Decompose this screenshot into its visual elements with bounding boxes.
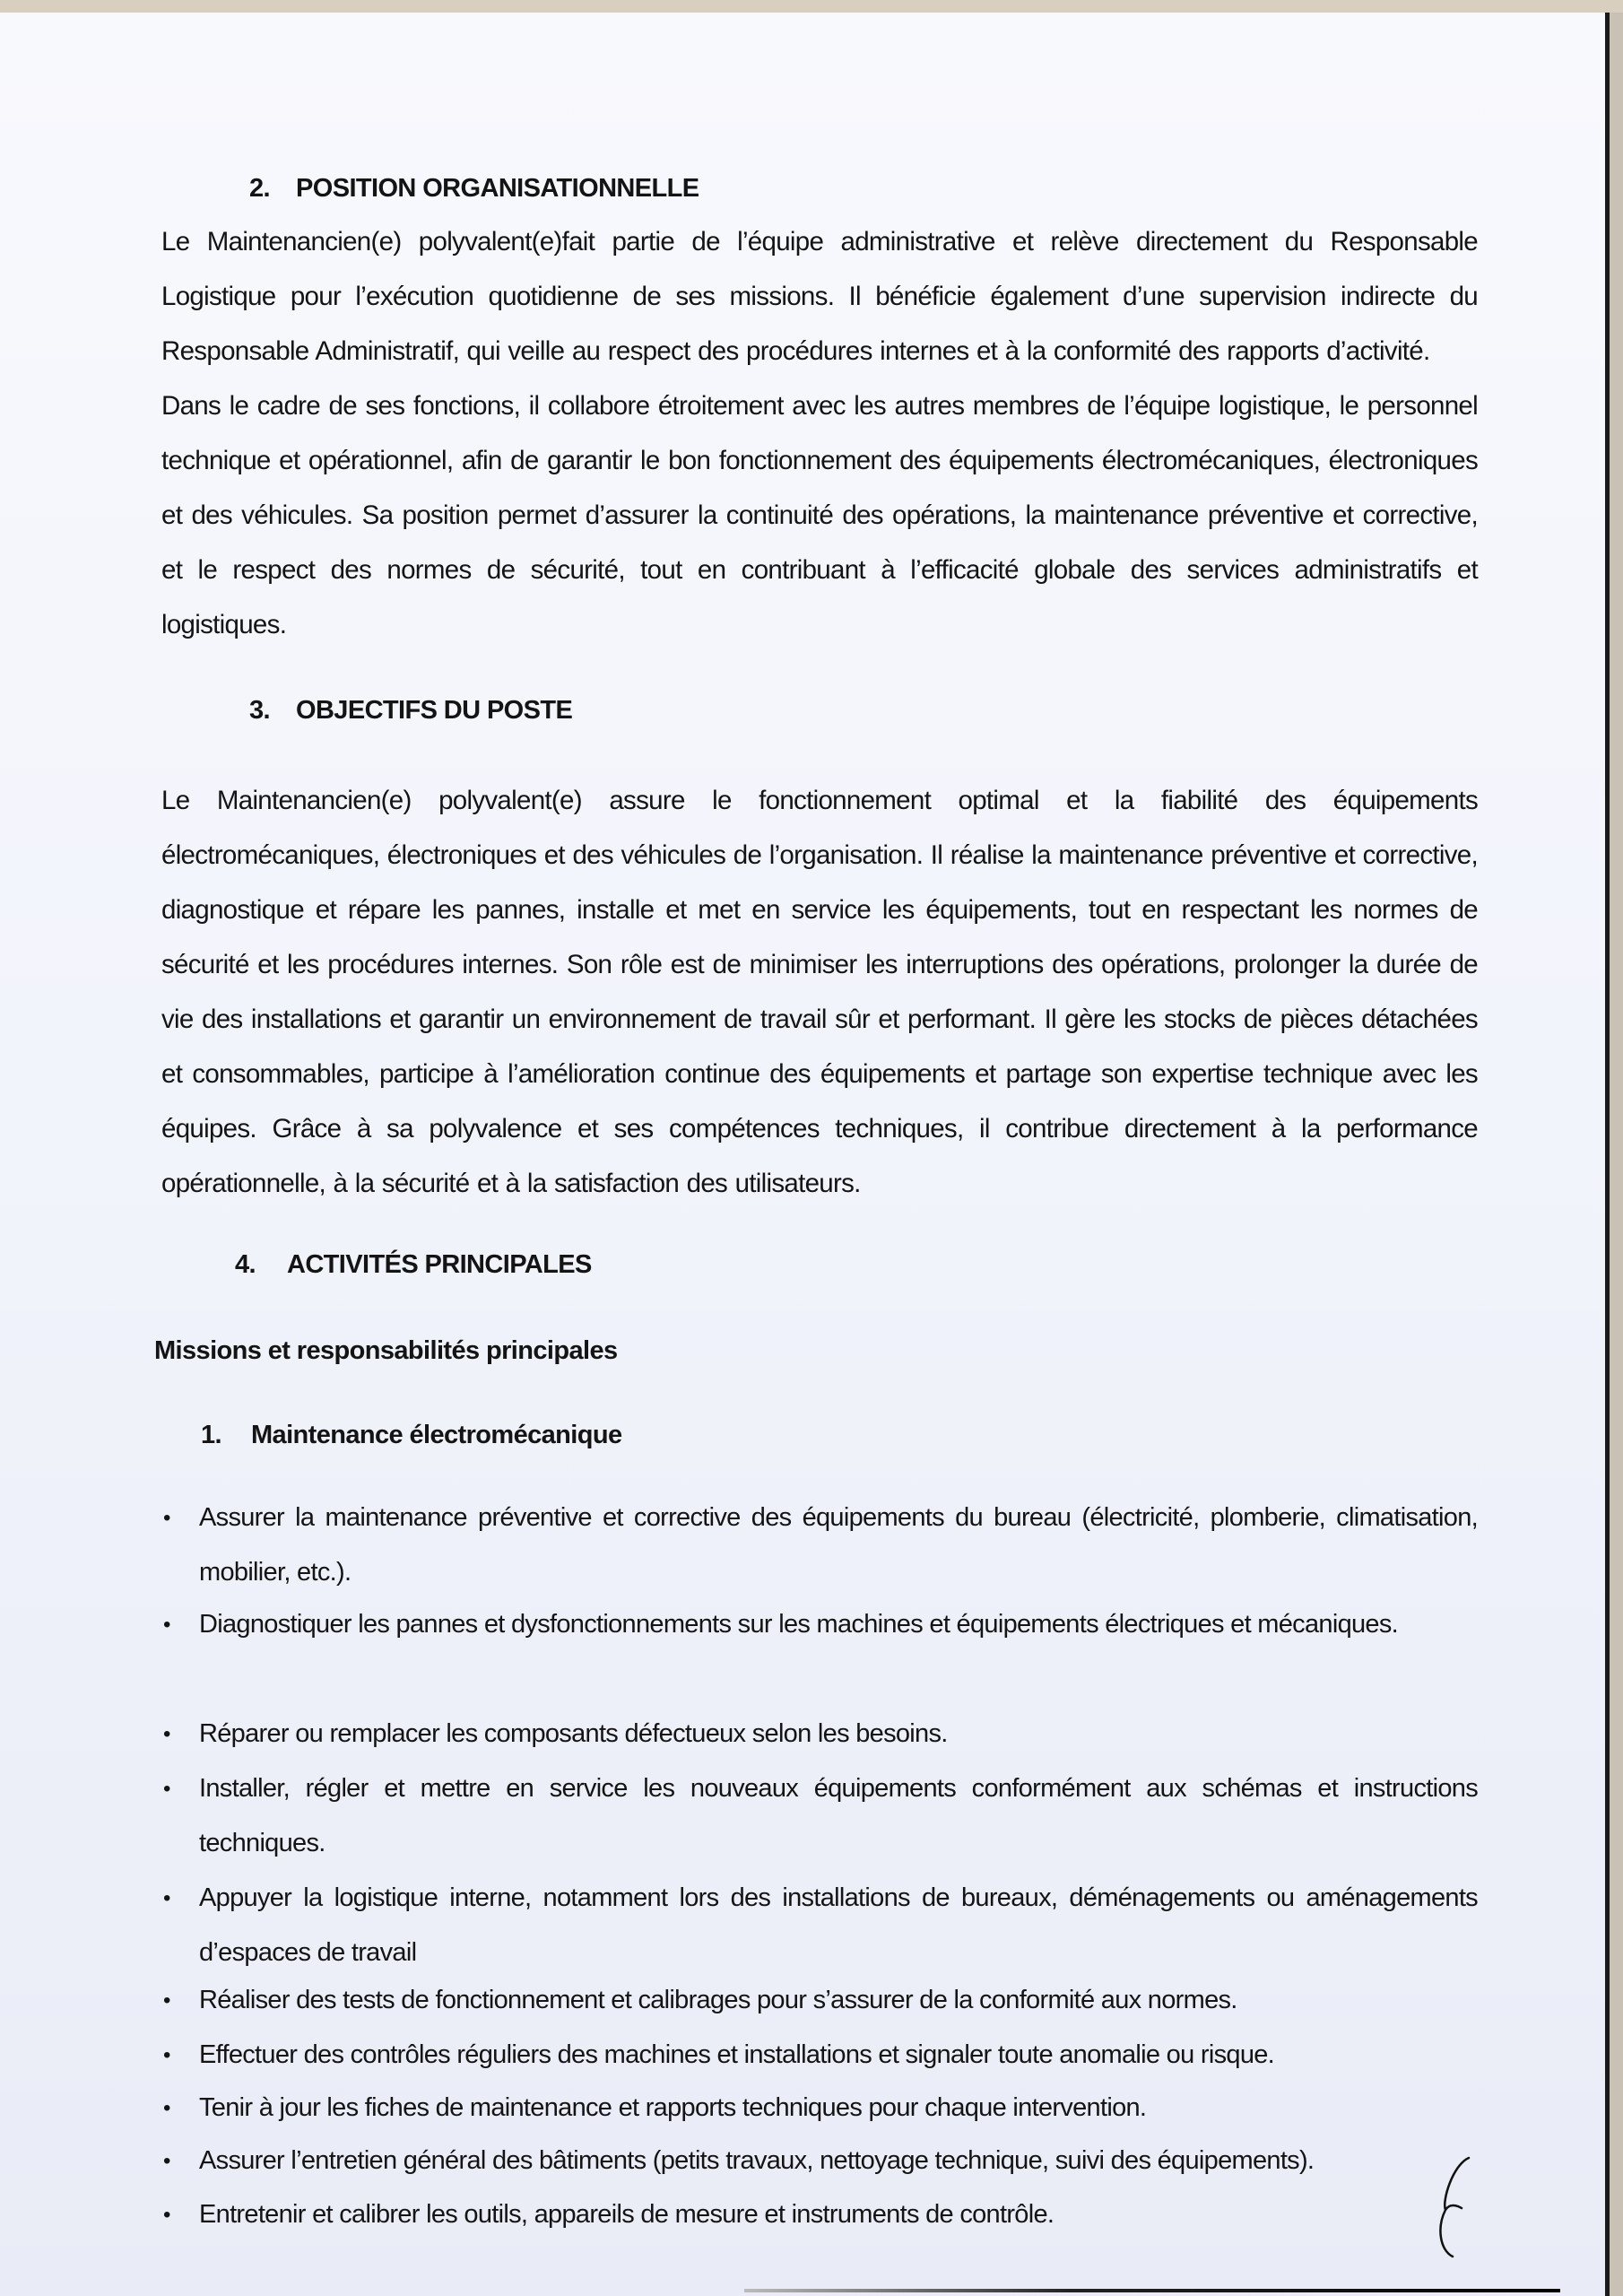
paragraph-objectifs: Le Maintenancien(e) polyvalent(e) assure le fonctionnement optimal et la fiabilité des équipements électromécaniques, électroniques et des véhicules de l’organisation. Il réalise la maintenance préventive et corrective, diagnostique et répare les pannes, installe et met en service les équipements, tout en respectant les normes de sécurité et les procédures internes. Son rôle est de minimiser les interruptions des opérations, prolonger la durée de vie des installations et garantir un environnement de travail sûr et performant. Il gère les stocks de pièces détachées et consommables, participe à l’amélioration continue des équipements et partage son expertise technique avec les équipes. Grâce à sa polyvalence et ses compétences techniques, il contribue directement à la performance opérationnelle, à la sécurité et à la satisfaction des utilisateurs. [161,786,1478,1198]
section-title: POSITION ORGANISATIONNELLE [296,174,699,203]
bullet-text: Appuyer la logistique interne, notamment lors des installations de bureaux, déménagements ou aménagements d’espaces de travail [199,1883,1478,1967]
bullet-text: Effectuer des contrôles réguliers des machines et installations et signaler toute anomalie ou risque. [199,2040,1275,2069]
subsection-heading-maintenance [201,1408,622,1463]
section-number: 3. [249,696,270,725]
subsection-title: Maintenance électromécanique [251,1421,622,1449]
section-heading-activites [235,1238,592,1292]
section-heading-position [249,161,699,216]
bullet-text: Entretenir et calibrer les outils, appareils de mesure et instruments de contrôle. [199,2200,1055,2229]
bullet-icon: • [163,2043,170,2067]
bullet-text: Diagnostiquer les pannes et dysfonctionnements sur les machines et équipements électriques et mécaniques. [199,1610,1399,1639]
scan-top-edge [0,0,1623,13]
bullet-icon: • [163,1722,170,1746]
bullet-icon: • [163,1506,170,1530]
bullet-item [163,1707,1478,1761]
bullet-icon: • [163,2096,170,2120]
missions-subtitle: Missions et responsabilités principales [154,1336,618,1365]
bullet-text: Assurer l’entretien général des bâtiments (petits travaux, nettoyage technique, suivi des équipements). [199,2146,1315,2175]
bullet-icon: • [163,1777,170,1801]
bullet-icon: • [163,2203,170,2227]
bullet-item [163,2134,1478,2188]
section-title: OBJECTIFS DU POSTE [296,696,573,725]
subsection-number: 1. [201,1421,221,1449]
bullet-item [163,1597,1478,1652]
footer-rule [744,2289,1560,2292]
section-number: 4. [235,1250,256,1279]
bullet-text: Réparer ou remplacer les composants défectueux selon les besoins. [199,1719,948,1748]
document-page [0,13,1610,2296]
bullet-icon: • [163,1613,170,1637]
paragraph-position-1: Le Maintenancien(e) polyvalent(e)fait partie de l’équipe administrative et relève directement du Responsable Logistique pour l’exécution quotidienne de ses missions. Il bénéficie également d’une supervision indirecte du Responsable Administratif, qui veille au respect des procédures internes et à la conformité des rapports d’activité. [161,227,1478,366]
bullet-item [163,2187,1478,2242]
bullet-text: Réaliser des tests de fonctionnement et calibrages pour s’assurer de la conformité aux normes. [199,1986,1237,2014]
bullet-item [163,1973,1478,2028]
section-title: ACTIVITÉS PRINCIPALES [287,1250,592,1279]
bullet-text: Tenir à jour les fiches de maintenance et rapports techniques pour chaque intervention. [199,2093,1147,2122]
bullet-item [163,2081,1478,2135]
bullet-item [163,1761,1478,1871]
bullet-item [163,1871,1478,1980]
bullet-text: Installer, régler et mettre en service les nouveaux équipements conformément aux schémas et instructions techniques. [199,1774,1478,1857]
section-heading-objectifs [249,683,572,738]
paragraph-position-2: Dans le cadre de ses fonctions, il collabore étroitement avec les autres membres de l’équipe logistique, le personnel technique et opérationnel, afin de garantir le bon fonctionnement des équipements électromécaniques, électroniques et des véhicules. Sa position permet d’assurer la continuité des opérations, la maintenance préventive et corrective, et le respect des normes de sécurité, tout en contribuant à l’efficacité globale des services administratifs et logistiques. [161,391,1478,639]
section-number: 2. [249,174,270,203]
handwritten-initial-icon [1435,2156,1480,2268]
bullet-item [163,2028,1478,2083]
bullet-icon: • [163,1886,170,1910]
bullet-text: Assurer la maintenance préventive et corrective des équipements du bureau (électricité, plomberie, climatisation, mobilier, etc.). [199,1503,1478,1587]
bullet-icon: • [163,1988,170,2013]
bullet-item [163,1491,1478,1600]
bullet-icon: • [163,2149,170,2173]
